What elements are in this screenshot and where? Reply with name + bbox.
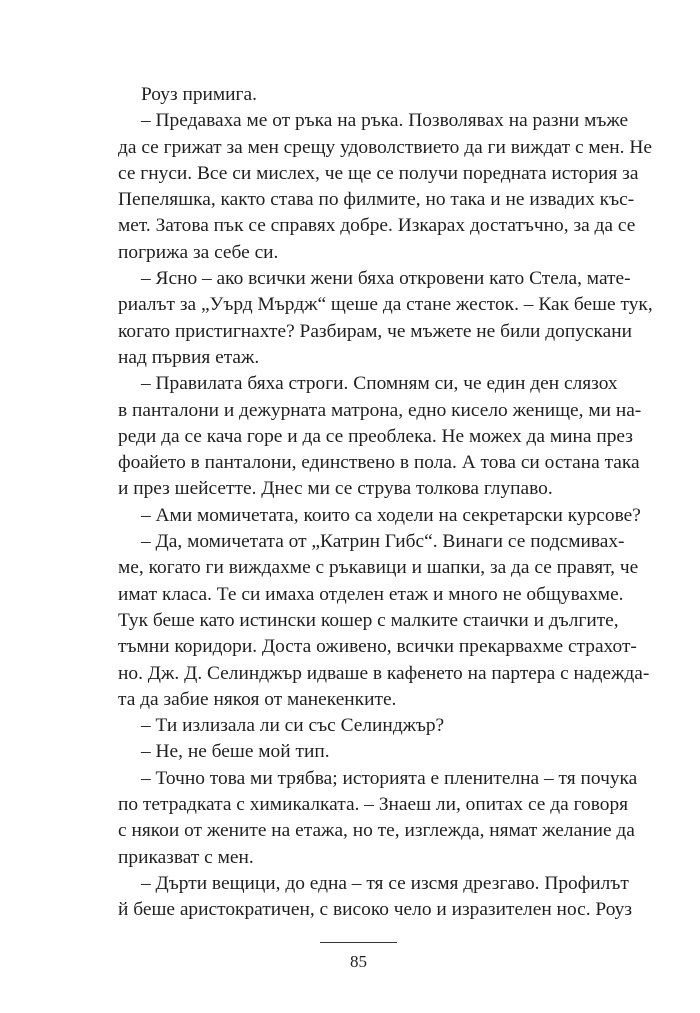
page-number: 85 — [350, 952, 367, 971]
text-line: – Дърти вещици, до една – тя се изсмя дрезгаво. Профилът — [141, 872, 629, 894]
text-line: – Предаваха ме от ръка на ръка. Позволявах на разни мъже — [141, 110, 629, 132]
text-line: Пепеляшка, както става по филмите, но така и не извадих къс- — [118, 189, 635, 211]
text-line: и през шейсетте. Днес ми се струва толкова глупаво. — [118, 478, 553, 500]
text-line: – Правилата бяха строги. Спомням си, че един ден слязох — [141, 373, 618, 395]
text-line: й беше аристократичен, с високо чело и изразителен нос. Роуз — [118, 899, 633, 921]
text-line: с някои от жените на етажа, но те, изглежда, нямат желание да — [118, 820, 635, 842]
text-line: имат класа. Те си имаха отделен етаж и много не общувахме. — [118, 583, 624, 605]
text-line: риалът за „Уърд Мърдж“ щеше да стане жесток. – Как беше тук, — [118, 294, 653, 316]
text-line: погрижа за себе си. — [118, 241, 279, 263]
text-line: та да забие някоя от манекенките. — [118, 688, 397, 710]
text-line: Роуз примига. — [141, 84, 257, 105]
text-line: – Ясно – ако всички жени бяха откровени като Стела, мате- — [141, 268, 631, 290]
body-text — [118, 82, 653, 924]
text-line: ме, когато ги виждахме с ръкавици и шапки, за да се правят, че — [118, 557, 639, 579]
text-line: но. Дж. Д. Селинджър идваше в кафенето на партера с надежда- — [118, 662, 650, 684]
text-line: да се грижат за мен срещу удоволствието да ги виждат с мен. Не — [118, 136, 652, 158]
text-line: тъмни коридори. Доста оживено, всички прекарвахме страхот- — [118, 636, 637, 658]
page-number-rule — [320, 942, 397, 943]
text-line: – Да, момичетата от „Катрин Гибс“. Винаги се подсмивах- — [141, 531, 625, 553]
text-line: – Ти излизала ли си със Селинджър? — [141, 715, 445, 737]
text-line: – Ами момичетата, които са ходели на секретарски курсове? — [141, 504, 641, 526]
text-line: – Точно това ми трябва; историята е пленителна – тя почука — [141, 767, 638, 789]
text-line: Тук беше като истински кошер с малките стаички и дългите, — [118, 609, 619, 631]
text-line: по тетрадката с химикалката. – Знаеш ли, опитах се да говоря — [118, 794, 629, 816]
text-line: – Не, не беше мой тип. — [141, 741, 330, 763]
text-line: в панталони и дежурната матрона, едно кисело женище, ми на- — [118, 399, 642, 421]
text-line: над първия етаж. — [118, 346, 260, 368]
text-line: се гнуси. Все си мислех, че ще се получи поредната история за — [118, 162, 639, 184]
text-line: реди да се кача горе и да се преоблека. Не можех да мина през — [118, 425, 633, 447]
text-line: мет. Затова пък се справях добре. Изкарах достатъчно, за да се — [118, 215, 636, 237]
text-line: приказват с мен. — [118, 846, 254, 868]
text-line: когато пристигнахте? Разбирам, че мъжете не били допускани — [118, 320, 632, 342]
text-line: фоайето в панталони, единствено в пола. А това си остана така — [118, 452, 640, 474]
